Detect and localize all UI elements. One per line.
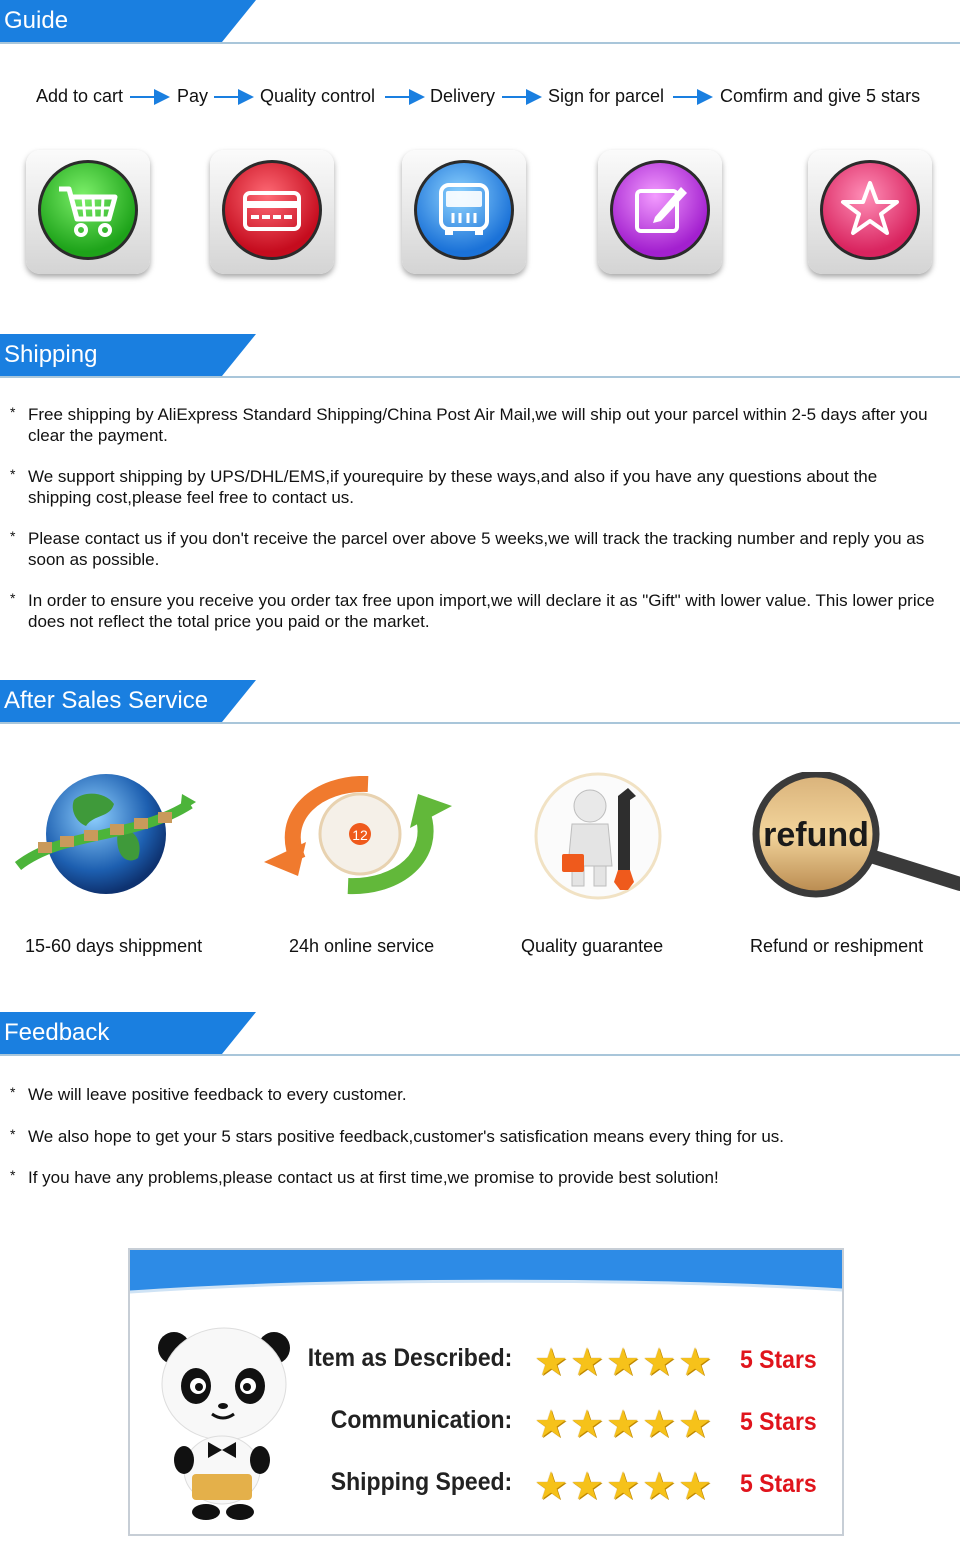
service-label: Quality guarantee [521, 936, 664, 956]
bullet-text: In order to ensure you receive you order tax free upon import,we will declare it as "Gift" with lower value. This lower price does not reflect the total price you paid or the market. [28, 591, 935, 631]
bullet-text: We support shipping by UPS/DHL/EMS,if yourequire by these ways,and also if you have any questions about the shipping cost,please feel free to contact us. [28, 467, 878, 507]
star-icon: ★ [534, 1466, 569, 1508]
star-rating [534, 1466, 719, 1508]
rating-value: 5 Stars [740, 1408, 817, 1436]
section-divider [0, 1054, 960, 1056]
section-divider [0, 722, 960, 724]
guide-step: Pay [177, 86, 209, 106]
star-icon: ★ [642, 1466, 677, 1508]
star-icon: ★ [534, 1404, 569, 1446]
guide-step: Comfirm and give 5 stars [720, 86, 921, 106]
star-icon: ★ [570, 1466, 605, 1508]
rating-label: Communication: [330, 1406, 512, 1434]
bus-icon [402, 150, 526, 274]
star-icon [808, 150, 932, 274]
after-sales-section-header [0, 680, 960, 724]
guide-section-tab [0, 0, 222, 42]
star-rating [534, 1404, 719, 1446]
card-icon [210, 150, 334, 274]
arrow-right-icon [385, 89, 425, 105]
section-divider [0, 376, 960, 378]
refund-image-text: refund [763, 816, 869, 854]
arrow-right-icon [502, 89, 542, 105]
feedback-section-tab [0, 1012, 222, 1054]
edit-icon [598, 150, 722, 274]
wrench-figure-icon [532, 770, 668, 906]
star-icon: ★ [570, 1404, 605, 1446]
cart-icon [26, 150, 150, 274]
star-icon: ★ [606, 1404, 641, 1446]
rating-value: 5 Stars [740, 1346, 817, 1374]
list-item: * In order to ensure you receive you order tax free upon import,we will declare it as "Gift" with lower value. This lower price does not reflect the total price you paid or the market. [10, 590, 940, 632]
guide-steps [0, 86, 960, 112]
shipping-section-title: Shipping [4, 341, 98, 368]
star-icon: ★ [678, 1466, 713, 1508]
service-label: 15-60 days shippment [25, 936, 203, 956]
list-item: * If you have any problems,please contact us at first time,we promise to provide best solution! [10, 1167, 940, 1188]
service-label: Refund or reshipment [750, 936, 924, 956]
star-icon: ★ [642, 1404, 677, 1446]
section-divider [0, 42, 960, 44]
bullet-text: Please contact us if you don't receive the parcel over above 5 weeks,we will track the tracking number and reply you as soon as possible. [28, 529, 925, 569]
magnifier-refund-icon [750, 772, 960, 902]
star-icon: ★ [678, 1342, 713, 1384]
guide-step: Delivery [430, 86, 496, 106]
guide-step: Add to cart [36, 86, 124, 106]
rating-label: Shipping Speed: [330, 1468, 512, 1496]
arrow-right-icon [130, 89, 170, 105]
rating-row [130, 1344, 842, 1384]
star-icon: ★ [534, 1342, 569, 1384]
globe-shipping-icon [14, 770, 196, 900]
feedback-section-header [0, 1012, 960, 1056]
star-icon: ★ [606, 1342, 641, 1384]
list-item: * We also hope to get your 5 stars positive feedback,customer's satisfication means every thing for us. [10, 1126, 940, 1147]
rating-row [130, 1406, 842, 1446]
star-rating [534, 1342, 719, 1384]
rating-label: Item as Described: [307, 1344, 512, 1372]
service-label: 24h online service [289, 936, 435, 956]
arrow-right-icon [673, 89, 713, 105]
rating-value: 5 Stars [740, 1470, 817, 1498]
panel-header-wave [130, 1250, 842, 1298]
guide-section-header [0, 0, 960, 44]
star-icon: ★ [606, 1466, 641, 1508]
star-icon: ★ [678, 1404, 713, 1446]
star-icon: ★ [642, 1342, 677, 1384]
shipping-section-tab [0, 334, 222, 376]
list-item: * Free shipping by AliExpress Standard Shipping/China Post Air Mail,we will ship out your parcel within 2-5 days after you clear the payment. [10, 404, 940, 446]
feedback-section-title: Feedback [4, 1019, 110, 1046]
after-sales-section-tab [0, 680, 222, 722]
rating-row [130, 1468, 842, 1508]
arrow-right-icon [214, 89, 254, 105]
list-item: * Please contact us if you don't receive the parcel over above 5 weeks,we will track the tracking number and reply you as soon as possible. [10, 528, 940, 570]
shipping-section-header [0, 334, 960, 378]
clock-arrows-icon [258, 776, 458, 896]
guide-step: Quality control [260, 86, 376, 106]
list-item: * We support shipping by UPS/DHL/EMS,if yourequire by these ways,and also if you have any questions about the shipping cost,please feel free to contact us. [10, 466, 940, 508]
guide-step: Sign for parcel [548, 86, 665, 106]
clock-badge: 12 [352, 827, 368, 843]
bullet-text: We also hope to get your 5 stars positive feedback,customer's satisfication means every thing for us. [28, 1127, 785, 1146]
bullet-text: If you have any problems,please contact us at first time,we promise to provide best solution! [28, 1168, 719, 1187]
after-sales-section-title: After Sales Service [4, 687, 209, 714]
feedback-rating-panel [128, 1248, 844, 1536]
list-item: * We will leave positive feedback to every customer. [10, 1084, 940, 1105]
bullet-text: We will leave positive feedback to every customer. [28, 1085, 407, 1104]
star-icon: ★ [570, 1342, 605, 1384]
guide-section-title: Guide [4, 7, 69, 34]
bullet-text: Free shipping by AliExpress Standard Shipping/China Post Air Mail,we will ship out your parcel within 2-5 days after you clear the payment. [28, 405, 928, 445]
